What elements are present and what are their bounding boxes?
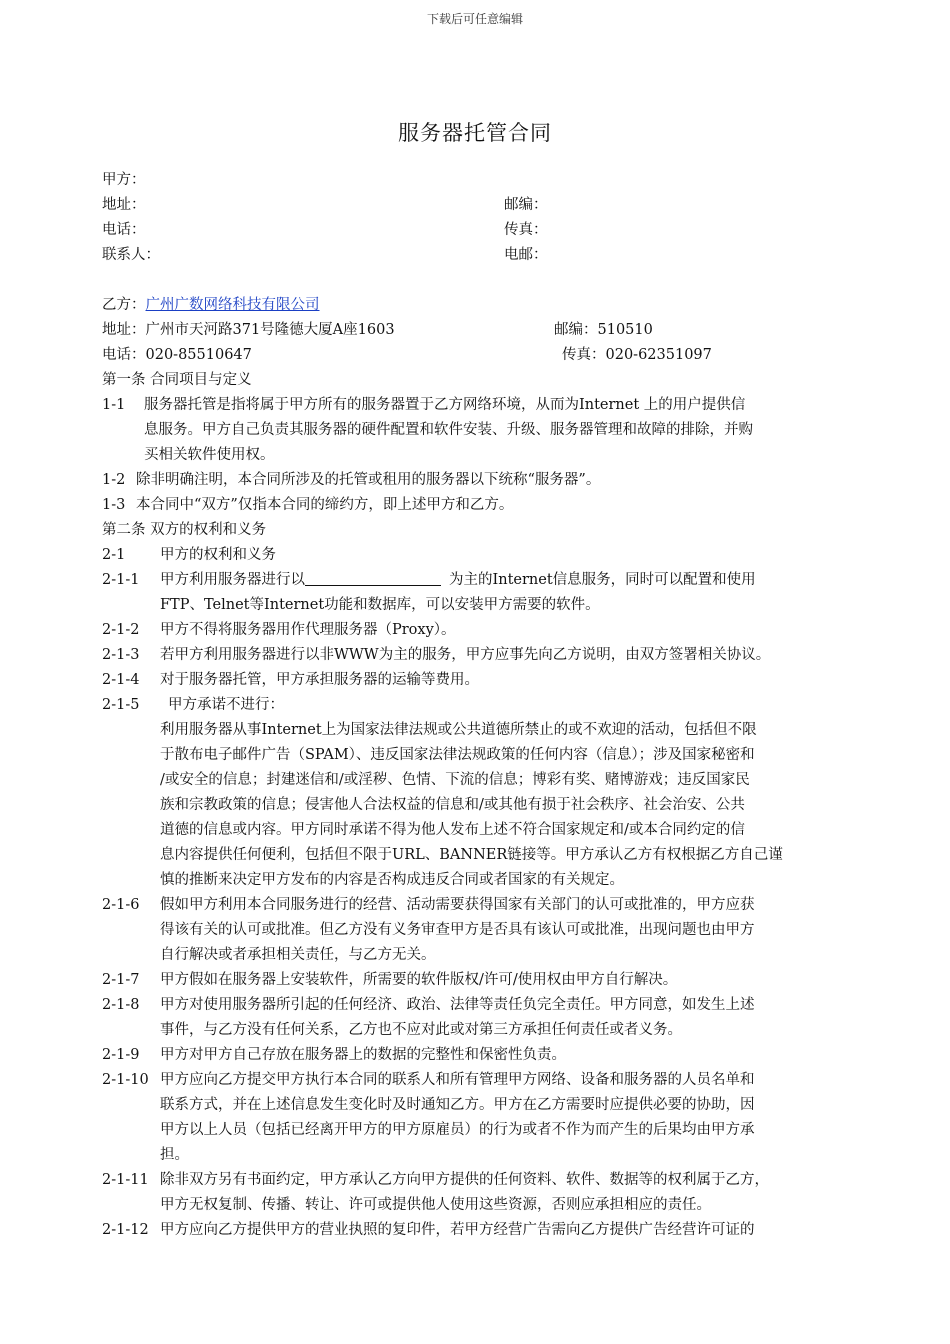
clause-number: 2-1-7 <box>102 972 140 988</box>
clause-text: 事件，与乙方没有任何关系，乙方也不应对此或对第三方承担任何责任或者义务。 <box>160 1022 682 1038</box>
clause-text: 甲方假如在服务器上安装软件，所需要的软件版权/许可/使用权由甲方自行解决。 <box>160 972 678 988</box>
clause-text: 担。 <box>160 1147 189 1163</box>
party-a-name-row <box>102 168 850 193</box>
clause-text: 慎的推断来决定甲方发布的内容是否构成违反合同或者国家的有关规定。 <box>160 872 624 888</box>
clause-text: 利用服务器从事Internet上为国家法律法规或公共道德所禁止的或不欢迎的活动，包括但不限 <box>160 722 757 738</box>
section-title: 甲方的权利和义务 <box>160 547 276 563</box>
clause-text: 道德的信息或内容。甲方同时承诺不得为他人发布上述不符合国家规定和/或本合同约定的信 <box>160 822 745 838</box>
clause-text: 族和宗教政策的信息；侵害他人合法权益的信息和/或其他有损于社会秩序、社会治安、公共 <box>160 797 745 813</box>
clause-number: 2-1-9 <box>102 1047 140 1063</box>
clause-text-part: 甲方利用服务器进行以 <box>160 572 305 588</box>
clause-text: 甲方承诺不进行： <box>168 697 284 713</box>
clause-text: 对于服务器托管，甲方承担服务器的运输等费用。 <box>160 672 479 688</box>
clause-text: 买相关软件使用权。 <box>144 447 275 463</box>
clause-number: 1-3 <box>102 497 126 513</box>
clause-text: 甲方无权复制、传播、转让、许可或提供他人使用这些资源，否则应承担相应的责任。 <box>160 1197 711 1213</box>
clause-text: 甲方应向乙方提供甲方的营业执照的复印件，若甲方经营广告需向乙方提供广告经营许可证的 <box>160 1222 755 1238</box>
party-b-zip: 邮编：510510 <box>554 322 653 338</box>
clause-number: 2-1-11 <box>102 1172 149 1188</box>
clause-text: 于散布电子邮件广告（SPAM）、违反国家法律法规政策的任何内容（信息）；涉及国家秘密和 <box>160 747 755 763</box>
clause-number: 2-1-1 <box>102 572 140 588</box>
clause-text: 息服务。甲方自己负责其服务器的硬件配置和软件安装、升级、服务器管理和故障的排除，并购 <box>144 422 753 438</box>
party-b-fax: 传真：020-62351097 <box>562 347 712 363</box>
party-b-address: 地址：广州市天河路371号隆德大厦A座1603 <box>102 322 395 338</box>
party-b-address-row <box>102 318 850 343</box>
clause-text: 假如甲方利用本合同服务进行的经营、活动需要获得国家有关部门的认可或批准的，甲方应获 <box>160 897 755 913</box>
clause-text: 自行解决或者承担相关责任，与乙方无关。 <box>160 947 436 963</box>
clause-text <box>160 568 756 593</box>
clause-text: 服务器托管是指将属于甲方所有的服务器置于乙方网络环境，从而为Internet 上的用户提供信 <box>144 397 746 413</box>
clause-number: 2-1-4 <box>102 672 140 688</box>
clause-text: 甲方应向乙方提交甲方执行本合同的联系人和所有管理甲方网络、设备和服务器的人员名单和 <box>160 1072 755 1088</box>
party-a-fax-label: 传真： <box>504 222 548 238</box>
clause-number: 2-1-6 <box>102 897 140 913</box>
party-a-contact-label: 联系人： <box>102 247 160 263</box>
party-b-phone-row <box>102 343 850 368</box>
article1-heading: 第一条 合同项目与定义 <box>102 372 252 388</box>
party-a-contact-row <box>102 243 850 268</box>
clause-text-part: 为主的Internet信息服务，同时可以配置和使用 <box>449 572 756 588</box>
clause-text: /或安全的信息；封建迷信和/或淫秽、色情、下流的信息；博彩有奖、赌博游戏；违反国家民 <box>160 772 750 788</box>
clause-number: 2-1-3 <box>102 647 140 663</box>
party-a-name-label: 甲方： <box>102 172 146 188</box>
article2-heading: 第二条 双方的权利和义务 <box>102 522 267 538</box>
clause-text: FTP、Telnet等Internet功能和数据库，可以安装甲方需要的软件。 <box>160 597 600 613</box>
clause-number: 2-1-5 <box>102 697 140 713</box>
clause-text: 甲方不得将服务器用作代理服务器（Proxy）。 <box>160 622 456 638</box>
party-a-phone-label: 电话： <box>102 222 146 238</box>
clause-number: 2-1-2 <box>102 622 140 638</box>
party-a-phone-row <box>102 218 850 243</box>
party-b-phone: 电话：020-85510647 <box>102 347 252 363</box>
party-b-name-row <box>102 293 850 318</box>
clause-number: 2-1-12 <box>102 1222 149 1238</box>
party-a-address-row <box>102 193 850 218</box>
party-a-email-label: 电邮： <box>504 247 548 263</box>
clause-number: 2-1-8 <box>102 997 140 1013</box>
clause-number: 2-1 <box>102 547 126 563</box>
clause-number: 1-2 <box>102 472 126 488</box>
party-b-company-link[interactable]: 广州广数网络科技有限公司 <box>145 297 320 313</box>
clause-number: 1-1 <box>102 397 126 413</box>
party-a-address-label: 地址： <box>102 197 146 213</box>
page-title: 服务器托管合同 <box>398 121 552 145</box>
clause-text: 除非双方另有书面约定，甲方承认乙方向甲方提供的任何资料、软件、数据等的权利属于乙方， <box>160 1172 769 1188</box>
blank-fill-line <box>305 569 441 586</box>
clause-text: 甲方对甲方自己存放在服务器上的数据的完整性和保密性负责。 <box>160 1047 566 1063</box>
clause-text: 若甲方利用服务器进行以非WWW为主的服务，甲方应事先向乙方说明，由双方签署相关协议。 <box>160 647 771 663</box>
clause-text: 甲方以上人员（包括已经离开甲方的甲方原雇员）的行为或者不作为而产生的后果均由甲方承 <box>160 1122 755 1138</box>
clause-text: 甲方对使用服务器所引起的任何经济、政治、法律等责任负完全责任。甲方同意，如发生上述 <box>160 997 755 1013</box>
party-b-name-label: 乙方： <box>102 297 146 313</box>
party-a-zip-label: 邮编： <box>504 197 548 213</box>
clause-text: 联系方式，并在上述信息发生变化时及时通知乙方。甲方在乙方需要时应提供必要的协助，因 <box>160 1097 755 1113</box>
clause-number: 2-1-10 <box>102 1072 149 1088</box>
clause-text: 除非明确注明，本合同所涉及的托管或租用的服务器以下统称“服务器”。 <box>136 472 601 488</box>
clause-text: 得该有关的认可或批准。但乙方没有义务审查甲方是否具有该认可或批准，出现问题也由甲方 <box>160 922 755 938</box>
clause-text: 息内容提供任何便利，包括但不限于URL、BANNER链接等。甲方承认乙方有权根据乙方自己谨 <box>160 847 783 863</box>
clause-text: 本合同中“双方”仅指本合同的缔约方，即上述甲方和乙方。 <box>136 497 514 513</box>
header-note: 下载后可任意编辑 <box>426 12 523 26</box>
